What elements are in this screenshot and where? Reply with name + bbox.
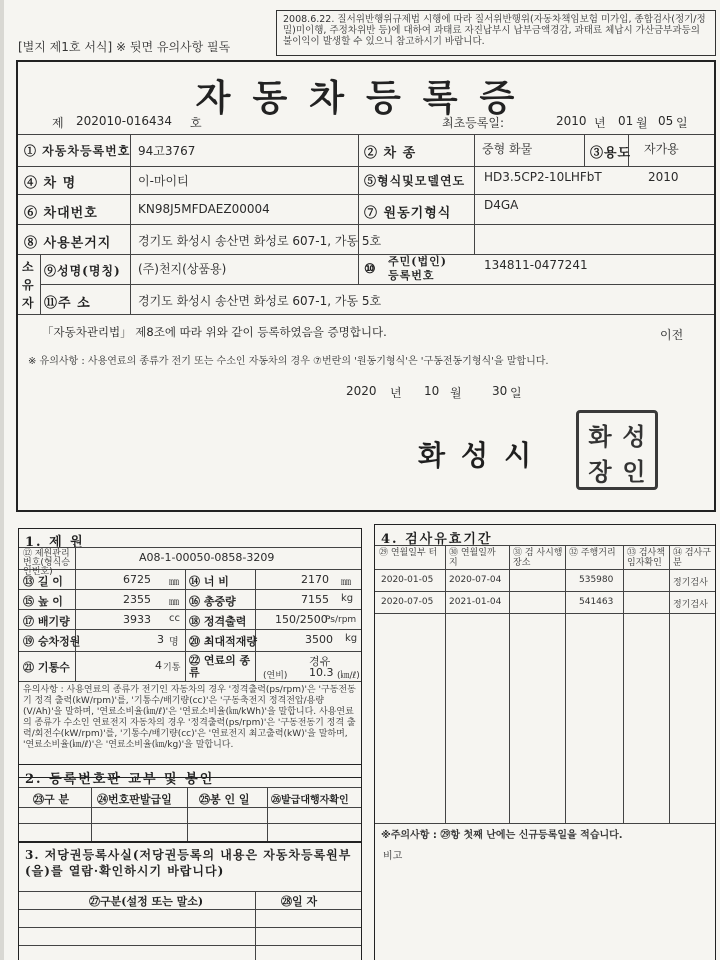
owner-name-label: ⑨성명(명칭)	[44, 264, 121, 278]
length-unit: ㎜	[169, 577, 179, 588]
owner-id-label: 주민(법인) 등록번호	[388, 255, 447, 282]
plate-col-seal: ㉕봉 인 일	[199, 793, 250, 806]
insp-col-to: ㉚ 연월일까 지	[449, 548, 496, 568]
document-page	[4, 0, 720, 960]
plate-title: 2. 등록번호판 교부 및 봉인	[25, 772, 215, 787]
plate-col-agent: ㉖발급대행자확인	[271, 795, 349, 806]
width-unit: ㎜	[341, 577, 351, 588]
insp-row2-kind: 정기검사	[673, 600, 708, 610]
fuel-note: ※ 유의사항 : 사용연료의 종류가 전기 또는 수소인 자동차의 경우 ⑦번란의 '원동기형식'은 '구동전동기형식'을 말합니다.	[28, 356, 549, 367]
form-label: [별지 제1호 서식] ※ 뒷면 유의사항 필독	[18, 40, 231, 54]
weight-unit: kg	[341, 593, 354, 604]
inspection-note: ※주의사항 : ㉙항 첫째 난에는 신규등록일을 적습니다.	[381, 830, 623, 841]
efficiency-unit: (㎞/ℓ)	[337, 671, 360, 681]
name-value: 이-마이티	[138, 174, 189, 188]
load-label: ⑳ 최대적재량	[189, 635, 257, 648]
efficiency-value: 10.3	[309, 666, 334, 679]
length-label: ⑬ 길 이	[23, 575, 63, 588]
load-value: 3500	[305, 633, 333, 646]
insp-col-from: ㉙ 연월일부 터	[379, 548, 438, 558]
owner-addr-value: 경기도 화성시 송산면 화성로 607-1, 가동 5호	[138, 294, 382, 308]
seats-unit: 명	[169, 637, 179, 648]
vin-label: ⑥ 차대번호	[24, 206, 98, 221]
first-reg-month: 01	[618, 114, 634, 128]
issue-y: 년	[390, 386, 402, 400]
insp-col-place: ㉛ 검 사시행장소	[513, 548, 563, 568]
specs-title: 1. 제 원	[25, 535, 85, 550]
seats-label: ⑲ 승차정원	[23, 635, 81, 648]
plate-col-issue: ㉔번호판발급일	[97, 793, 172, 806]
owner-id-no: ⑩	[364, 262, 377, 277]
issue-m: 월	[450, 386, 462, 400]
engine-label: ⑦ 원동기형식	[364, 206, 452, 221]
certify-text: 「자동차관리법」 제8조에 따라 위와 같이 등록하였음을 증명합니다.	[42, 325, 387, 339]
approval-label: ⑫ 제원관리번호(형식승인번호)	[23, 549, 70, 577]
base-value: 경기도 화성시 송산면 화성로 607-1, 가동 5호	[138, 234, 382, 248]
cylinders-value: 4	[155, 659, 162, 672]
width-label: ⑭ 너 비	[189, 575, 229, 588]
length-value: 6725	[123, 573, 151, 586]
official-seal: 화 성 장 인	[576, 410, 658, 490]
insp-row1-to: 2020-07-04	[449, 575, 502, 585]
displacement-value: 3933	[123, 613, 151, 626]
cylinders-unit: 기통	[163, 663, 181, 673]
owner-addr-label: ⑪주 소	[44, 296, 91, 311]
issuer-name: 화성시	[418, 439, 548, 472]
plate-col-kind: ㉓구 분	[33, 793, 70, 806]
height-value: 2355	[123, 593, 151, 606]
mortgage-col-date: ㉘일 자	[281, 895, 318, 908]
plate-section	[18, 764, 362, 842]
insp-col-check: ㉝ 검사책임자확인	[627, 548, 665, 568]
owner-side-label: 소유자	[22, 260, 35, 310]
issue-d: 일	[510, 386, 522, 400]
transfer-text: 이전	[660, 328, 684, 342]
insp-row1-kind: 정기검사	[673, 578, 708, 588]
engine-value: D4GA	[484, 198, 519, 212]
approval-value: A08-1-00050-0858-3209	[139, 551, 275, 564]
insp-row1-from: 2020-01-05	[381, 575, 434, 585]
reg-no-value: 94고3767	[138, 144, 196, 158]
first-reg-day: 05	[658, 114, 674, 128]
displacement-unit: cc	[169, 613, 180, 624]
specs-note: 유의사항 : 사용연료의 종류가 전기인 자동차의 경우 '정격출력(ps/rpm)'은 '구동전동기 정격 출력(kW/rpm)'를, '기통수/배기량(cc)'은 '구동축전지 정격전압/용량(V/Ah)'을 말하며, '연료소비율(㎞/ℓ)'은 '연료소비율(㎞/kWh)'을 말합니다. 사용연료의 종류가 수소인 연료전지 자동차의 경우 '정격출력(ps/rpm)'은 '구동전동기 정격 출력/회전수(kW/rpm)'를, '기통수/배기량(cc)'은 '연료전지 최고출력(kW)'을 말하며, '연료소비율(㎞/ℓ)'은 '연료소비율(㎞/kg)'을 말합니다.	[23, 685, 356, 750]
inspection-title: 4. 검사유효기간	[381, 532, 493, 547]
doc-no-prefix: 제	[52, 116, 64, 130]
model-label: ⑤형식및모델연도	[364, 174, 466, 188]
power-unit: Ps/rpm	[325, 615, 357, 625]
cylinders-label: ㉑ 기통수	[23, 661, 70, 674]
name-label: ④ 차 명	[24, 176, 77, 191]
remarks-label: 비고	[383, 851, 403, 862]
insp-row2-mileage: 541463	[579, 597, 614, 607]
issue-day: 30	[492, 384, 508, 398]
insp-col-kind: ㉞ 검사구분	[673, 548, 711, 568]
vin-value: KN98J5MFDAEZ00004	[138, 202, 270, 216]
owner-id-value: 134811-0477241	[484, 258, 588, 272]
registration-certificate	[16, 60, 716, 512]
law-notice-box: 2008.6.22. 질서위반행위규제법 시행에 따라 질서위반행위(자동차책임보험 미가입, 종합검사(정기/정밀)미이행, 주정차위반 등)에 대하여 과태료 자진납부시 납부금액경감, 과태료 체납시 가산금부과등의 불이익이 발생할 수 있으니 참고하시기 바랍니다.	[276, 10, 716, 56]
use-label: ③용도	[590, 146, 632, 161]
load-unit: kg	[345, 633, 358, 644]
mortgage-section	[18, 842, 362, 960]
certificate-title: 자동차등록증	[195, 77, 537, 119]
width-value: 2170	[301, 573, 329, 586]
first-reg-y: 년	[594, 116, 606, 130]
model-value: HD3.5CP2-10LHFbT	[484, 170, 602, 184]
doc-no: 202010-016434	[76, 114, 172, 128]
type-value: 중형 화물	[482, 142, 533, 156]
efficiency-label: (연비)	[263, 671, 288, 681]
insp-col-mileage: ㉜ 주행거리	[569, 548, 616, 558]
issue-month: 10	[424, 384, 440, 398]
model-year: 2010	[648, 170, 679, 184]
seats-value: 3	[157, 633, 164, 646]
mortgage-col-kind: ㉗구분(설정 또는 말소)	[89, 895, 204, 908]
weight-value: 7155	[301, 593, 329, 606]
insp-row1-mileage: 535980	[579, 575, 614, 585]
doc-no-suffix: 호	[190, 116, 202, 130]
first-reg-year: 2010	[556, 114, 587, 128]
insp-row2-from: 2020-07-05	[381, 597, 434, 607]
inspection-section	[374, 524, 716, 960]
insp-row2-to: 2021-01-04	[449, 597, 502, 607]
type-label: ② 차 종	[364, 146, 417, 161]
fuel-label: ㉒ 연료의 종류	[189, 654, 251, 679]
power-value: 150/2500	[275, 613, 328, 626]
fuel-value: 경유	[309, 655, 331, 668]
mortgage-title: 3. 저당권등록사실(저당권등록의 내용은 자동차등록원부(을)를 열람·확인하시기 바랍니다)	[25, 848, 352, 878]
first-reg-label: 최초등록일:	[442, 116, 505, 130]
owner-name-value: (주)천지(상품용)	[138, 262, 227, 276]
base-label: ⑧ 사용본거지	[24, 236, 112, 251]
weight-label: ⑯ 총중량	[189, 595, 236, 608]
reg-no-label: ① 자동차등록번호	[24, 144, 131, 158]
issue-year: 2020	[346, 384, 377, 398]
specs-section	[18, 528, 362, 778]
displacement-label: ⑰ 배기량	[23, 615, 70, 628]
use-value: 자가용	[644, 142, 679, 156]
first-reg-m: 월	[636, 116, 648, 130]
height-unit: ㎜	[169, 597, 179, 608]
height-label: ⑮ 높 이	[23, 595, 63, 608]
first-reg-d: 일	[676, 116, 688, 130]
power-label: ⑱ 정격출력	[189, 615, 247, 628]
